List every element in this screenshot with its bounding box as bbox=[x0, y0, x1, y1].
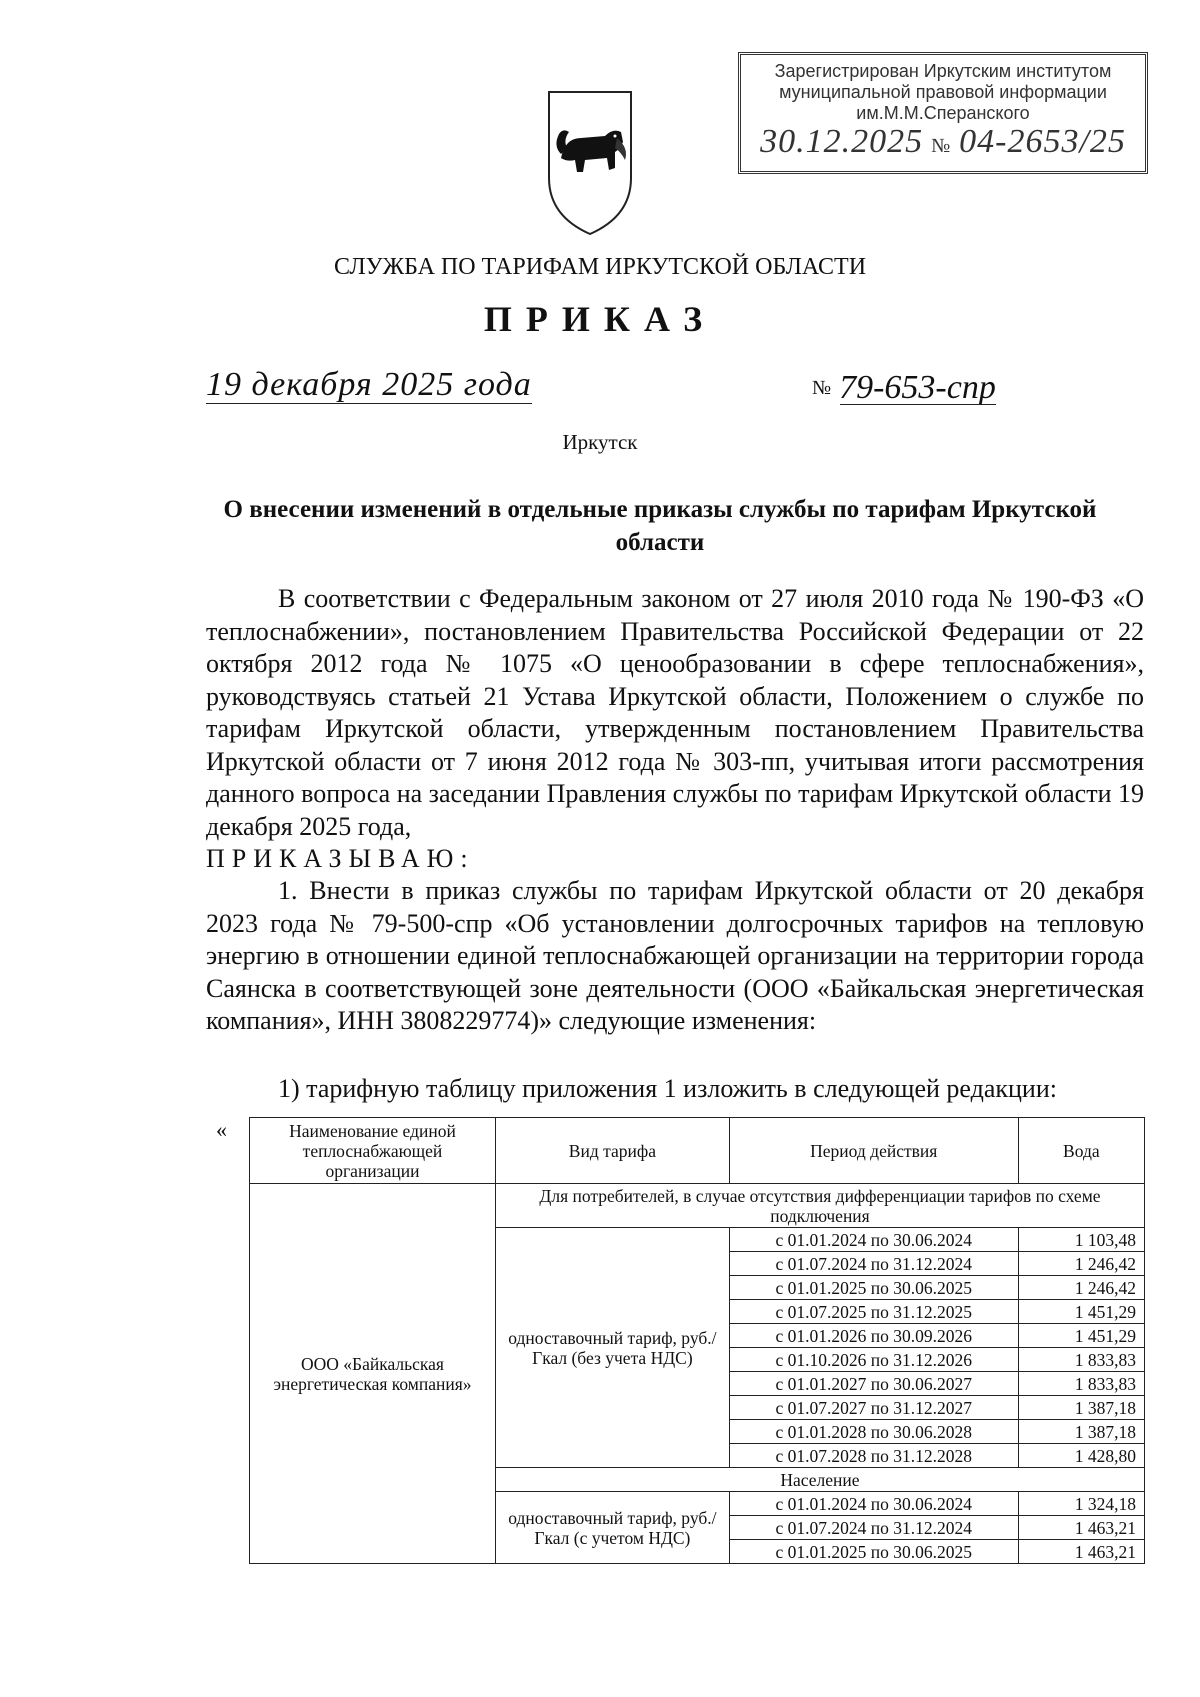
period-cell: с 01.01.2025 по 30.06.2025 bbox=[729, 1276, 1018, 1300]
header-water: Вода bbox=[1018, 1118, 1144, 1184]
period-cell: с 01.07.2025 по 31.12.2025 bbox=[729, 1300, 1018, 1324]
order-date bbox=[206, 365, 532, 405]
item-1-1-paragraph: 1) тарифную таблицу приложения 1 изложить в следующей редакции: bbox=[278, 1074, 1057, 1103]
number-sign: № bbox=[812, 377, 832, 399]
value-cell: 1 246,42 bbox=[1018, 1276, 1144, 1300]
value-cell: 1 246,42 bbox=[1018, 1252, 1144, 1276]
stamp-line-3: им.М.М.Сперанского bbox=[856, 103, 1030, 123]
period-cell: с 01.07.2024 по 31.12.2024 bbox=[729, 1252, 1018, 1276]
period-cell: с 01.07.2027 по 31.12.2027 bbox=[729, 1396, 1018, 1420]
value-cell: 1 324,18 bbox=[1018, 1492, 1144, 1516]
stamp-handwriting bbox=[741, 122, 1145, 166]
order-word: ПРИКАЗЫВАЮ: bbox=[206, 844, 475, 873]
header-organization: Наименование единой теплоснабжающей организации bbox=[250, 1118, 496, 1184]
coat-of-arms-icon bbox=[545, 88, 635, 238]
tariff-table bbox=[249, 1117, 1145, 1564]
period-cell: с 01.01.2025 по 30.06.2025 bbox=[729, 1540, 1018, 1564]
value-cell: 1 451,29 bbox=[1018, 1300, 1144, 1324]
stamp-number-sign: № bbox=[931, 135, 952, 157]
organization-cell: ООО «Байкальская энергетическая компания» bbox=[250, 1184, 496, 1564]
stamp-date: 30.12.2025 bbox=[760, 123, 924, 160]
header-tariff-type: Вид тарифа bbox=[495, 1118, 729, 1184]
item-1-paragraph: 1. Внести в приказ службы по тарифам Иркутской области от 20 декабря 2023 года № 79-500-спр «Об установлении долгосрочных тарифов на тепловую энергию в отношении единой теплоснабжающей организации на территории города Саянска в соответствующей зоне деятельности (ООО «Байкальская энергетическая компания», ИНН 3808229774)» следующие изменения: bbox=[206, 876, 1144, 1035]
period-cell: с 01.07.2028 по 31.12.2028 bbox=[729, 1444, 1018, 1468]
header-period: Период действия bbox=[729, 1118, 1018, 1184]
period-cell: с 01.01.2024 по 30.06.2024 bbox=[729, 1228, 1018, 1252]
value-cell: 1 428,80 bbox=[1018, 1444, 1144, 1468]
date-underline bbox=[206, 403, 532, 404]
table-header-row bbox=[250, 1118, 1145, 1184]
order-number bbox=[812, 368, 996, 408]
document-type: ПРИКАЗ bbox=[483, 299, 717, 339]
period-cell: с 01.01.2027 по 30.06.2027 bbox=[729, 1372, 1018, 1396]
document-subject: О внесении изменений в отдельные приказы службы по тарифам Иркутской области bbox=[223, 496, 1097, 556]
section-2-tariff-type: одноставочный тариф, руб./Гкал (с учетом НДС) bbox=[495, 1492, 729, 1564]
period-cell: с 01.01.2024 по 30.06.2024 bbox=[729, 1492, 1018, 1516]
number-underline bbox=[840, 404, 996, 405]
value-cell: 1 463,21 bbox=[1018, 1540, 1144, 1564]
section-1-tariff-type: одноставочный тариф, руб./Гкал (без учета НДС) bbox=[495, 1228, 729, 1468]
stamp-line-1: Зарегистрирован Иркутским институтом bbox=[774, 61, 1112, 81]
value-cell: 1 463,21 bbox=[1018, 1516, 1144, 1540]
order-number-text: 79-653-спр bbox=[839, 369, 996, 406]
organization-name: СЛУЖБА ПО ТАРИФАМ ИРКУТСКОЙ ОБЛАСТИ bbox=[333, 254, 867, 280]
opening-quote: « bbox=[216, 1117, 227, 1142]
value-cell: 1 103,48 bbox=[1018, 1228, 1144, 1252]
stamp-number: 04-2653/25 bbox=[959, 123, 1126, 160]
value-cell: 1 451,29 bbox=[1018, 1324, 1144, 1348]
value-cell: 1 387,18 bbox=[1018, 1420, 1144, 1444]
value-cell: 1 833,83 bbox=[1018, 1372, 1144, 1396]
registration-stamp bbox=[738, 52, 1148, 174]
period-cell: с 01.07.2024 по 31.12.2024 bbox=[729, 1516, 1018, 1540]
period-cell: с 01.10.2026 по 31.12.2026 bbox=[729, 1348, 1018, 1372]
city: Иркутск bbox=[562, 430, 638, 454]
value-cell: 1 833,83 bbox=[1018, 1348, 1144, 1372]
preamble-paragraph: В соответствии с Федеральным законом от 27 июля 2010 года № 190-ФЗ «О теплоснабжении», постановлением Правительства Российской Федерации от 22 октября 2012 года № 1075 «О ценообразовании в сфере теплоснабжения», руководствуясь статьей 21 Устава Иркутской области, Положением о службе по тарифам Иркутской области, утвержденным постановлением Правительства Иркутской области от 7 июня 2012 года № 303-пп, учитывая итоги рассмотрения данного вопроса на заседании Правления службы по тарифам Иркутской области 19 декабря 2025 года, bbox=[206, 584, 1144, 841]
value-cell: 1 387,18 bbox=[1018, 1396, 1144, 1420]
order-date-text: 19 декабря 2025 года bbox=[206, 366, 532, 403]
stamp-line-2: муниципальной правовой информации bbox=[779, 82, 1107, 102]
period-cell: с 01.01.2026 по 30.09.2026 bbox=[729, 1324, 1018, 1348]
section-1-title-row bbox=[250, 1184, 1145, 1228]
section-1-title: Для потребителей, в случае отсутствия дифференциации тарифов по схеме подключения bbox=[495, 1184, 1144, 1228]
period-cell: с 01.01.2028 по 30.06.2028 bbox=[729, 1420, 1018, 1444]
section-2-title: Население bbox=[495, 1468, 1144, 1492]
